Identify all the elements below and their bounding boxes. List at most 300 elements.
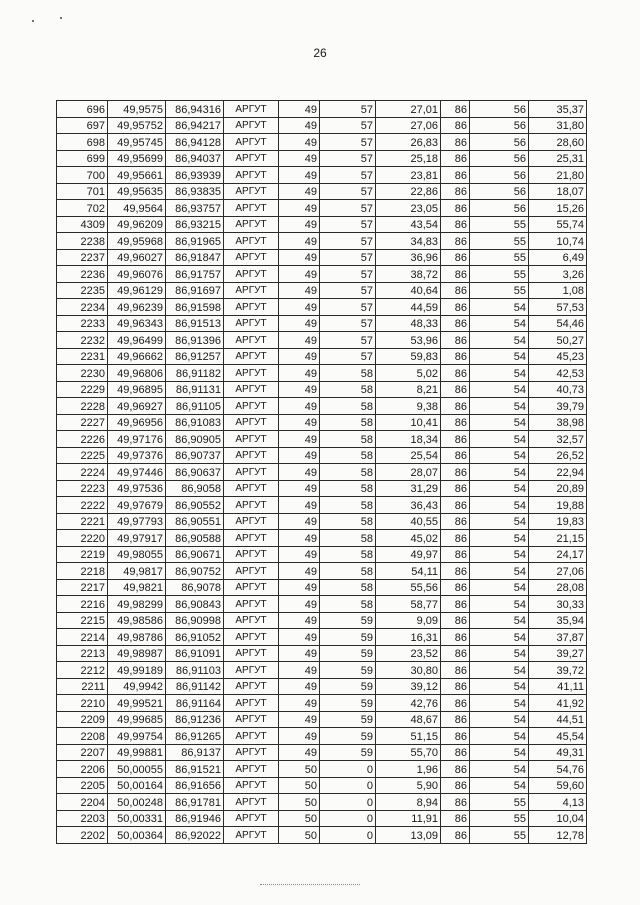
lat-seconds-cell: 23,81 bbox=[376, 167, 441, 184]
lat-minutes-cell: 57 bbox=[320, 348, 376, 365]
lon-degrees-cell: 86 bbox=[441, 117, 470, 134]
lon-seconds-cell: 38,98 bbox=[529, 414, 587, 431]
point-id-cell: 2223 bbox=[57, 480, 108, 497]
lon-minutes-cell: 54 bbox=[470, 711, 529, 728]
lat-degrees-cell: 49 bbox=[279, 117, 320, 134]
lon-degrees-cell: 86 bbox=[441, 464, 470, 481]
lat-seconds-cell: 26,83 bbox=[376, 134, 441, 151]
scan-speck bbox=[32, 20, 34, 22]
point-id-cell: 2235 bbox=[57, 282, 108, 299]
lat-seconds-cell: 48,67 bbox=[376, 711, 441, 728]
lat-degrees-cell: 49 bbox=[279, 629, 320, 646]
lon-degrees-cell: 86 bbox=[441, 827, 470, 844]
lat-degrees-cell: 49 bbox=[279, 315, 320, 332]
latitude-cell: 50,00164 bbox=[108, 777, 166, 794]
lat-minutes-cell: 58 bbox=[320, 480, 376, 497]
lat-seconds-cell: 51,15 bbox=[376, 728, 441, 745]
lat-minutes-cell: 58 bbox=[320, 546, 376, 563]
lat-minutes-cell: 57 bbox=[320, 150, 376, 167]
longitude-cell: 86,91965 bbox=[166, 233, 224, 250]
longitude-cell: 86,91697 bbox=[166, 282, 224, 299]
location-name-cell: АРГУТ bbox=[224, 629, 279, 646]
lon-seconds-cell: 39,27 bbox=[529, 645, 587, 662]
latitude-cell: 49,96927 bbox=[108, 398, 166, 415]
lat-degrees-cell: 49 bbox=[279, 447, 320, 464]
table-row bbox=[57, 629, 587, 646]
lat-seconds-cell: 13,09 bbox=[376, 827, 441, 844]
lon-minutes-cell: 54 bbox=[470, 612, 529, 629]
point-id-cell: 699 bbox=[57, 150, 108, 167]
lon-minutes-cell: 54 bbox=[470, 480, 529, 497]
lat-minutes-cell: 59 bbox=[320, 645, 376, 662]
lon-seconds-cell: 57,53 bbox=[529, 299, 587, 316]
lon-degrees-cell: 86 bbox=[441, 513, 470, 530]
lat-seconds-cell: 38,72 bbox=[376, 266, 441, 283]
location-name-cell: АРГУТ bbox=[224, 711, 279, 728]
lon-degrees-cell: 86 bbox=[441, 282, 470, 299]
lon-seconds-cell: 59,60 bbox=[529, 777, 587, 794]
lon-degrees-cell: 86 bbox=[441, 794, 470, 811]
point-id-cell: 698 bbox=[57, 134, 108, 151]
lon-seconds-cell: 22,94 bbox=[529, 464, 587, 481]
latitude-cell: 50,00055 bbox=[108, 761, 166, 778]
point-id-cell: 2234 bbox=[57, 299, 108, 316]
lat-degrees-cell: 49 bbox=[279, 167, 320, 184]
lon-minutes-cell: 54 bbox=[470, 695, 529, 712]
lat-degrees-cell: 49 bbox=[279, 365, 320, 382]
point-id-cell: 2231 bbox=[57, 348, 108, 365]
lon-seconds-cell: 42,53 bbox=[529, 365, 587, 382]
scan-speck bbox=[60, 17, 62, 19]
lat-seconds-cell: 9,09 bbox=[376, 612, 441, 629]
lat-minutes-cell: 58 bbox=[320, 398, 376, 415]
longitude-cell: 86,9058 bbox=[166, 480, 224, 497]
point-id-cell: 2236 bbox=[57, 266, 108, 283]
lat-minutes-cell: 57 bbox=[320, 299, 376, 316]
lon-minutes-cell: 54 bbox=[470, 381, 529, 398]
point-id-cell: 696 bbox=[57, 101, 108, 118]
lon-minutes-cell: 54 bbox=[470, 629, 529, 646]
bottom-divider bbox=[260, 884, 360, 885]
lat-degrees-cell: 50 bbox=[279, 794, 320, 811]
table-row bbox=[57, 761, 587, 778]
lat-degrees-cell: 49 bbox=[279, 695, 320, 712]
table-row bbox=[57, 744, 587, 761]
lat-seconds-cell: 31,29 bbox=[376, 480, 441, 497]
lat-minutes-cell: 59 bbox=[320, 612, 376, 629]
lon-minutes-cell: 54 bbox=[470, 761, 529, 778]
lat-minutes-cell: 58 bbox=[320, 497, 376, 514]
table-row bbox=[57, 711, 587, 728]
longitude-cell: 86,91182 bbox=[166, 365, 224, 382]
lat-degrees-cell: 49 bbox=[279, 414, 320, 431]
lat-degrees-cell: 49 bbox=[279, 431, 320, 448]
lon-seconds-cell: 20,89 bbox=[529, 480, 587, 497]
lat-minutes-cell: 58 bbox=[320, 365, 376, 382]
table-row bbox=[57, 315, 587, 332]
longitude-cell: 86,91105 bbox=[166, 398, 224, 415]
lon-seconds-cell: 6,49 bbox=[529, 249, 587, 266]
point-id-cell: 2219 bbox=[57, 546, 108, 563]
lon-seconds-cell: 15,26 bbox=[529, 200, 587, 217]
lat-degrees-cell: 49 bbox=[279, 464, 320, 481]
location-name-cell: АРГУТ bbox=[224, 332, 279, 349]
page-number: 26 bbox=[313, 46, 327, 60]
point-id-cell: 2227 bbox=[57, 414, 108, 431]
lon-minutes-cell: 56 bbox=[470, 183, 529, 200]
point-id-cell: 701 bbox=[57, 183, 108, 200]
lon-minutes-cell: 55 bbox=[470, 216, 529, 233]
lat-seconds-cell: 39,12 bbox=[376, 678, 441, 695]
latitude-cell: 49,96956 bbox=[108, 414, 166, 431]
table-row bbox=[57, 579, 587, 596]
table-row bbox=[57, 134, 587, 151]
longitude-cell: 86,91091 bbox=[166, 645, 224, 662]
lon-degrees-cell: 86 bbox=[441, 381, 470, 398]
lat-degrees-cell: 50 bbox=[279, 777, 320, 794]
longitude-cell: 86,93757 bbox=[166, 200, 224, 217]
lat-seconds-cell: 36,43 bbox=[376, 497, 441, 514]
lat-seconds-cell: 55,70 bbox=[376, 744, 441, 761]
lon-seconds-cell: 10,74 bbox=[529, 233, 587, 250]
lat-degrees-cell: 49 bbox=[279, 513, 320, 530]
longitude-cell: 86,91083 bbox=[166, 414, 224, 431]
lat-degrees-cell: 49 bbox=[279, 645, 320, 662]
lon-seconds-cell: 30,33 bbox=[529, 596, 587, 613]
lon-seconds-cell: 55,74 bbox=[529, 216, 587, 233]
lon-minutes-cell: 54 bbox=[470, 596, 529, 613]
lat-minutes-cell: 57 bbox=[320, 216, 376, 233]
latitude-cell: 49,96129 bbox=[108, 282, 166, 299]
lat-minutes-cell: 59 bbox=[320, 629, 376, 646]
lat-degrees-cell: 49 bbox=[279, 728, 320, 745]
lon-minutes-cell: 56 bbox=[470, 150, 529, 167]
lon-minutes-cell: 54 bbox=[470, 645, 529, 662]
table-body bbox=[57, 101, 587, 844]
lat-minutes-cell: 59 bbox=[320, 662, 376, 679]
lat-minutes-cell: 0 bbox=[320, 827, 376, 844]
lat-seconds-cell: 36,96 bbox=[376, 249, 441, 266]
location-name-cell: АРГУТ bbox=[224, 398, 279, 415]
point-id-cell: 2203 bbox=[57, 810, 108, 827]
table-row bbox=[57, 431, 587, 448]
lon-degrees-cell: 86 bbox=[441, 728, 470, 745]
lon-degrees-cell: 86 bbox=[441, 596, 470, 613]
location-name-cell: АРГУТ bbox=[224, 381, 279, 398]
latitude-cell: 49,96343 bbox=[108, 315, 166, 332]
point-id-cell: 2206 bbox=[57, 761, 108, 778]
latitude-cell: 49,99189 bbox=[108, 662, 166, 679]
lat-minutes-cell: 57 bbox=[320, 101, 376, 118]
latitude-cell: 49,98786 bbox=[108, 629, 166, 646]
lat-seconds-cell: 18,34 bbox=[376, 431, 441, 448]
latitude-cell: 49,9575 bbox=[108, 101, 166, 118]
lon-degrees-cell: 86 bbox=[441, 365, 470, 382]
lat-degrees-cell: 50 bbox=[279, 827, 320, 844]
lon-degrees-cell: 86 bbox=[441, 480, 470, 497]
table-row bbox=[57, 249, 587, 266]
table-row bbox=[57, 414, 587, 431]
lon-seconds-cell: 18,07 bbox=[529, 183, 587, 200]
lat-seconds-cell: 9,38 bbox=[376, 398, 441, 415]
longitude-cell: 86,91847 bbox=[166, 249, 224, 266]
lon-minutes-cell: 55 bbox=[470, 827, 529, 844]
table-row bbox=[57, 563, 587, 580]
table-row bbox=[57, 546, 587, 563]
lon-degrees-cell: 86 bbox=[441, 695, 470, 712]
table-row bbox=[57, 480, 587, 497]
lat-seconds-cell: 1,96 bbox=[376, 761, 441, 778]
lon-minutes-cell: 54 bbox=[470, 678, 529, 695]
longitude-cell: 86,9137 bbox=[166, 744, 224, 761]
point-id-cell: 2207 bbox=[57, 744, 108, 761]
point-id-cell: 2226 bbox=[57, 431, 108, 448]
longitude-cell: 86,90671 bbox=[166, 546, 224, 563]
location-name-cell: АРГУТ bbox=[224, 761, 279, 778]
table-row bbox=[57, 612, 587, 629]
lon-minutes-cell: 55 bbox=[470, 266, 529, 283]
longitude-cell: 86,91052 bbox=[166, 629, 224, 646]
point-id-cell: 2222 bbox=[57, 497, 108, 514]
lat-minutes-cell: 57 bbox=[320, 282, 376, 299]
longitude-cell: 86,91946 bbox=[166, 810, 224, 827]
lon-seconds-cell: 44,51 bbox=[529, 711, 587, 728]
lon-minutes-cell: 54 bbox=[470, 513, 529, 530]
point-id-cell: 2224 bbox=[57, 464, 108, 481]
longitude-cell: 86,90588 bbox=[166, 530, 224, 547]
table-row bbox=[57, 464, 587, 481]
lat-degrees-cell: 49 bbox=[279, 546, 320, 563]
lat-minutes-cell: 59 bbox=[320, 728, 376, 745]
point-id-cell: 700 bbox=[57, 167, 108, 184]
lon-degrees-cell: 86 bbox=[441, 134, 470, 151]
lon-seconds-cell: 41,11 bbox=[529, 678, 587, 695]
latitude-cell: 49,99754 bbox=[108, 728, 166, 745]
lat-minutes-cell: 58 bbox=[320, 563, 376, 580]
lon-minutes-cell: 54 bbox=[470, 530, 529, 547]
longitude-cell: 86,94128 bbox=[166, 134, 224, 151]
lon-minutes-cell: 54 bbox=[470, 497, 529, 514]
lon-degrees-cell: 86 bbox=[441, 761, 470, 778]
point-id-cell: 697 bbox=[57, 117, 108, 134]
point-id-cell: 2216 bbox=[57, 596, 108, 613]
lon-seconds-cell: 24,17 bbox=[529, 546, 587, 563]
latitude-cell: 49,96806 bbox=[108, 365, 166, 382]
latitude-cell: 49,97917 bbox=[108, 530, 166, 547]
lat-degrees-cell: 49 bbox=[279, 150, 320, 167]
longitude-cell: 86,90737 bbox=[166, 447, 224, 464]
lat-seconds-cell: 53,96 bbox=[376, 332, 441, 349]
point-id-cell: 2208 bbox=[57, 728, 108, 745]
lat-degrees-cell: 49 bbox=[279, 183, 320, 200]
lat-minutes-cell: 57 bbox=[320, 315, 376, 332]
lat-degrees-cell: 50 bbox=[279, 810, 320, 827]
location-name-cell: АРГУТ bbox=[224, 728, 279, 745]
table-row bbox=[57, 150, 587, 167]
location-name-cell: АРГУТ bbox=[224, 315, 279, 332]
location-name-cell: АРГУТ bbox=[224, 150, 279, 167]
longitude-cell: 86,91164 bbox=[166, 695, 224, 712]
longitude-cell: 86,91131 bbox=[166, 381, 224, 398]
table-row bbox=[57, 381, 587, 398]
lon-degrees-cell: 86 bbox=[441, 216, 470, 233]
table-row bbox=[57, 348, 587, 365]
lon-minutes-cell: 55 bbox=[470, 810, 529, 827]
longitude-cell: 86,94217 bbox=[166, 117, 224, 134]
lat-minutes-cell: 58 bbox=[320, 414, 376, 431]
point-id-cell: 2215 bbox=[57, 612, 108, 629]
lon-minutes-cell: 55 bbox=[470, 282, 529, 299]
lon-degrees-cell: 86 bbox=[441, 414, 470, 431]
latitude-cell: 49,9942 bbox=[108, 678, 166, 695]
location-name-cell: АРГУТ bbox=[224, 117, 279, 134]
lat-minutes-cell: 57 bbox=[320, 249, 376, 266]
lat-seconds-cell: 54,11 bbox=[376, 563, 441, 580]
longitude-cell: 86,91598 bbox=[166, 299, 224, 316]
lat-degrees-cell: 49 bbox=[279, 381, 320, 398]
lon-seconds-cell: 49,31 bbox=[529, 744, 587, 761]
longitude-cell: 86,91142 bbox=[166, 678, 224, 695]
lon-seconds-cell: 28,08 bbox=[529, 579, 587, 596]
point-id-cell: 702 bbox=[57, 200, 108, 217]
lat-minutes-cell: 0 bbox=[320, 777, 376, 794]
latitude-cell: 49,97793 bbox=[108, 513, 166, 530]
lon-degrees-cell: 86 bbox=[441, 744, 470, 761]
lat-seconds-cell: 10,41 bbox=[376, 414, 441, 431]
lat-seconds-cell: 42,76 bbox=[376, 695, 441, 712]
table-row bbox=[57, 216, 587, 233]
table-row bbox=[57, 183, 587, 200]
lat-seconds-cell: 5,90 bbox=[376, 777, 441, 794]
longitude-cell: 86,9078 bbox=[166, 579, 224, 596]
location-name-cell: АРГУТ bbox=[224, 596, 279, 613]
lat-degrees-cell: 49 bbox=[279, 134, 320, 151]
longitude-cell: 86,91757 bbox=[166, 266, 224, 283]
lon-minutes-cell: 55 bbox=[470, 233, 529, 250]
latitude-cell: 49,95699 bbox=[108, 150, 166, 167]
table-row bbox=[57, 645, 587, 662]
lon-degrees-cell: 86 bbox=[441, 431, 470, 448]
longitude-cell: 86,90843 bbox=[166, 596, 224, 613]
location-name-cell: АРГУТ bbox=[224, 513, 279, 530]
lat-seconds-cell: 59,83 bbox=[376, 348, 441, 365]
lon-degrees-cell: 86 bbox=[441, 150, 470, 167]
lat-seconds-cell: 27,06 bbox=[376, 117, 441, 134]
lon-degrees-cell: 86 bbox=[441, 200, 470, 217]
lon-minutes-cell: 56 bbox=[470, 117, 529, 134]
table-row bbox=[57, 777, 587, 794]
lon-minutes-cell: 54 bbox=[470, 398, 529, 415]
lon-degrees-cell: 86 bbox=[441, 315, 470, 332]
lat-seconds-cell: 5,02 bbox=[376, 365, 441, 382]
lat-degrees-cell: 49 bbox=[279, 612, 320, 629]
lat-minutes-cell: 58 bbox=[320, 381, 376, 398]
lon-minutes-cell: 56 bbox=[470, 200, 529, 217]
lat-degrees-cell: 49 bbox=[279, 233, 320, 250]
lon-seconds-cell: 32,57 bbox=[529, 431, 587, 448]
lat-seconds-cell: 40,64 bbox=[376, 282, 441, 299]
longitude-cell: 86,91656 bbox=[166, 777, 224, 794]
lon-minutes-cell: 56 bbox=[470, 134, 529, 151]
lon-degrees-cell: 86 bbox=[441, 678, 470, 695]
lat-degrees-cell: 49 bbox=[279, 332, 320, 349]
table-row bbox=[57, 596, 587, 613]
lat-degrees-cell: 49 bbox=[279, 200, 320, 217]
lat-minutes-cell: 0 bbox=[320, 761, 376, 778]
point-id-cell: 2225 bbox=[57, 447, 108, 464]
lon-seconds-cell: 1,08 bbox=[529, 282, 587, 299]
location-name-cell: АРГУТ bbox=[224, 827, 279, 844]
lon-degrees-cell: 86 bbox=[441, 167, 470, 184]
table-row bbox=[57, 332, 587, 349]
latitude-cell: 49,97536 bbox=[108, 480, 166, 497]
lat-seconds-cell: 25,54 bbox=[376, 447, 441, 464]
lon-degrees-cell: 86 bbox=[441, 546, 470, 563]
location-name-cell: АРГУТ bbox=[224, 612, 279, 629]
location-name-cell: АРГУТ bbox=[224, 777, 279, 794]
lon-seconds-cell: 12,78 bbox=[529, 827, 587, 844]
point-id-cell: 2238 bbox=[57, 233, 108, 250]
lat-degrees-cell: 49 bbox=[279, 101, 320, 118]
lat-degrees-cell: 49 bbox=[279, 530, 320, 547]
latitude-cell: 49,97376 bbox=[108, 447, 166, 464]
lon-seconds-cell: 37,87 bbox=[529, 629, 587, 646]
lon-minutes-cell: 54 bbox=[470, 431, 529, 448]
lon-seconds-cell: 45,23 bbox=[529, 348, 587, 365]
location-name-cell: АРГУТ bbox=[224, 810, 279, 827]
lon-degrees-cell: 86 bbox=[441, 398, 470, 415]
lat-minutes-cell: 59 bbox=[320, 695, 376, 712]
lon-minutes-cell: 54 bbox=[470, 546, 529, 563]
latitude-cell: 49,99685 bbox=[108, 711, 166, 728]
lon-degrees-cell: 86 bbox=[441, 101, 470, 118]
lon-degrees-cell: 86 bbox=[441, 711, 470, 728]
lon-seconds-cell: 54,46 bbox=[529, 315, 587, 332]
lon-minutes-cell: 54 bbox=[470, 414, 529, 431]
location-name-cell: АРГУТ bbox=[224, 678, 279, 695]
longitude-cell: 86,91103 bbox=[166, 662, 224, 679]
latitude-cell: 49,97446 bbox=[108, 464, 166, 481]
point-id-cell: 2209 bbox=[57, 711, 108, 728]
table-row bbox=[57, 233, 587, 250]
location-name-cell: АРГУТ bbox=[224, 480, 279, 497]
lat-seconds-cell: 11,91 bbox=[376, 810, 441, 827]
location-name-cell: АРГУТ bbox=[224, 200, 279, 217]
table-row bbox=[57, 513, 587, 530]
table-row bbox=[57, 678, 587, 695]
lat-minutes-cell: 59 bbox=[320, 711, 376, 728]
latitude-cell: 49,96076 bbox=[108, 266, 166, 283]
latitude-cell: 49,9817 bbox=[108, 563, 166, 580]
lat-minutes-cell: 58 bbox=[320, 464, 376, 481]
location-name-cell: АРГУТ bbox=[224, 249, 279, 266]
lat-degrees-cell: 49 bbox=[279, 398, 320, 415]
table-row bbox=[57, 266, 587, 283]
location-name-cell: АРГУТ bbox=[224, 447, 279, 464]
lon-minutes-cell: 54 bbox=[470, 563, 529, 580]
lon-degrees-cell: 86 bbox=[441, 348, 470, 365]
lon-degrees-cell: 86 bbox=[441, 777, 470, 794]
lat-minutes-cell: 58 bbox=[320, 596, 376, 613]
lon-degrees-cell: 86 bbox=[441, 563, 470, 580]
lat-seconds-cell: 27,01 bbox=[376, 101, 441, 118]
lat-minutes-cell: 0 bbox=[320, 810, 376, 827]
point-id-cell: 2233 bbox=[57, 315, 108, 332]
lon-minutes-cell: 54 bbox=[470, 365, 529, 382]
point-id-cell: 2213 bbox=[57, 645, 108, 662]
table-row bbox=[57, 200, 587, 217]
lat-seconds-cell: 8,94 bbox=[376, 794, 441, 811]
